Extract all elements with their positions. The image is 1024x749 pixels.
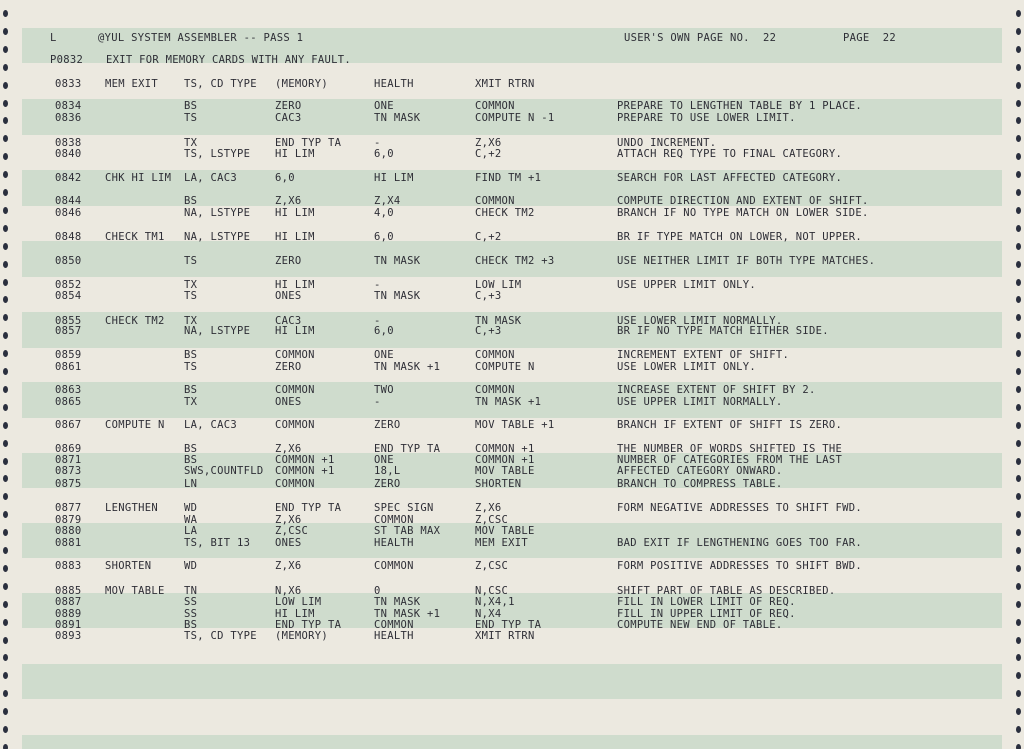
operand-1: ZERO: [275, 100, 302, 112]
comment-field: NUMBER OF CATEGORIES FROM THE LAST: [617, 454, 843, 466]
operand-2: 18,L: [374, 465, 401, 477]
operand-3: N,X4,1: [475, 596, 515, 608]
tractor-hole: [1016, 100, 1021, 107]
opcode-field: TS: [184, 290, 198, 302]
operand-2: TN MASK: [374, 255, 421, 267]
tractor-hole: [1016, 565, 1021, 572]
tractor-hole: [3, 225, 8, 232]
operand-3: CHECK TM2 +3: [475, 255, 555, 267]
operand-3: C,+2: [475, 231, 502, 243]
operand-3: COMMON: [475, 349, 515, 361]
line-number: 0881: [55, 537, 82, 549]
operand-1: (MEMORY): [275, 630, 328, 642]
line-number: 0859: [55, 349, 82, 361]
operand-2: 6,0: [374, 148, 394, 160]
tractor-hole: [3, 171, 8, 178]
label-field: LENGTHEN: [105, 502, 158, 514]
comment-field: USE LOWER LIMIT NORMALLY.: [617, 315, 783, 327]
tractor-hole: [3, 10, 8, 17]
operand-2: COMMON: [374, 514, 414, 526]
label-field: MOV TABLE: [105, 585, 165, 597]
tractor-hole: [3, 654, 8, 661]
operand-1: ZERO: [275, 255, 302, 267]
tractor-hole: [1016, 422, 1021, 429]
greenbar-band: [22, 735, 1002, 749]
opcode-field: BS: [184, 619, 198, 631]
comment-field: COMPUTE NEW END OF TABLE.: [617, 619, 783, 631]
comment-field: INCREMENT EXTENT OF SHIFT.: [617, 349, 790, 361]
comment-field: USE UPPER LIMIT ONLY.: [617, 279, 757, 291]
opcode-field: TX: [184, 137, 198, 149]
operand-1: END TYP TA: [275, 137, 342, 149]
tractor-hole: [3, 637, 8, 644]
comment-field: BR IF NO TYPE MATCH EITHER SIDE.: [617, 325, 829, 337]
line-number: 0834: [55, 100, 82, 112]
tractor-hole: [3, 547, 8, 554]
tractor-hole: [3, 189, 8, 196]
line-number: 0848: [55, 231, 82, 243]
tractor-hole: [3, 296, 8, 303]
comment-field: BR IF TYPE MATCH ON LOWER, NOT UPPER.: [617, 231, 862, 243]
line-number: 0857: [55, 325, 82, 337]
operand-1: CAC3: [275, 112, 302, 124]
tractor-hole: [3, 28, 8, 35]
opcode-field: TS: [184, 361, 198, 373]
tractor-hole: [3, 368, 8, 375]
opcode-field: BS: [184, 454, 198, 466]
tractor-hole: [3, 207, 8, 214]
opcode-field: TS, CD TYPE: [184, 630, 257, 642]
tractor-hole: [1016, 601, 1021, 608]
tractor-hole: [1016, 672, 1021, 679]
label-field: CHECK TM1: [105, 231, 165, 243]
operand-2: 6,0: [374, 231, 394, 243]
operand-1: HI LIM: [275, 325, 315, 337]
operand-3: C,+3: [475, 325, 502, 337]
tractor-hole: [3, 135, 8, 142]
operand-3: Z,X6: [475, 137, 502, 149]
tractor-hole: [1016, 314, 1021, 321]
tractor-hole: [1016, 279, 1021, 286]
left-tractor-holes: [0, 0, 14, 749]
operand-3: MOV TABLE: [475, 525, 535, 537]
tractor-hole: [3, 619, 8, 626]
opcode-field: TS, CD TYPE: [184, 78, 257, 90]
line-number: 0869: [55, 443, 82, 455]
operand-1: CAC3: [275, 315, 302, 327]
opcode-field: TX: [184, 279, 198, 291]
operand-1: COMMON +1: [275, 454, 335, 466]
tractor-hole: [1016, 296, 1021, 303]
operand-1: COMMON: [275, 349, 315, 361]
comment-field: USE LOWER LIMIT ONLY.: [617, 361, 757, 373]
operand-3: C,+2: [475, 148, 502, 160]
operand-3: COMMON: [475, 195, 515, 207]
line-number: 0891: [55, 619, 82, 631]
operand-3: XMIT RTRN: [475, 78, 535, 90]
comment-field: THE NUMBER OF WORDS SHIFTED IS THE: [617, 443, 843, 455]
opcode-field: WD: [184, 560, 198, 572]
operand-3: COMPUTE N: [475, 361, 535, 373]
opcode-field: NA, LSTYPE: [184, 207, 251, 219]
line-number: 0842: [55, 172, 82, 184]
operand-1: LOW LIM: [275, 596, 322, 608]
operand-1: ZERO: [275, 361, 302, 373]
comment-field: COMPUTE DIRECTION AND EXTENT OF SHIFT.: [617, 195, 869, 207]
operand-1: HI LIM: [275, 207, 315, 219]
opcode-field: TS: [184, 112, 198, 124]
tractor-hole: [1016, 619, 1021, 626]
line-number: 0877: [55, 502, 82, 514]
header-title: @YUL SYSTEM ASSEMBLER -- PASS 1: [98, 32, 304, 44]
operand-1: COMMON +1: [275, 465, 335, 477]
operand-1: Z,X6: [275, 195, 302, 207]
tractor-hole: [1016, 440, 1021, 447]
label-field: CHK HI LIM: [105, 172, 172, 184]
line-number: 0838: [55, 137, 82, 149]
tractor-hole: [1016, 744, 1021, 749]
operand-1: HI LIM: [275, 279, 315, 291]
comment-field: BRANCH TO COMPRESS TABLE.: [617, 478, 783, 490]
tractor-hole: [3, 690, 8, 697]
tractor-hole: [3, 422, 8, 429]
tractor-hole: [1016, 404, 1021, 411]
operand-2: TN MASK: [374, 596, 421, 608]
operand-2: ONE: [374, 100, 394, 112]
tractor-hole: [1016, 368, 1021, 375]
line-number: 0865: [55, 396, 82, 408]
header-marker: L: [50, 32, 57, 44]
comment-field: FORM POSITIVE ADDRESSES TO SHIFT BWD.: [617, 560, 862, 572]
opcode-field: SS: [184, 608, 198, 620]
note-id: P0832: [50, 54, 84, 66]
operand-2: TN MASK: [374, 290, 421, 302]
comment-field: USE NEITHER LIMIT IF BOTH TYPE MATCHES.: [617, 255, 876, 267]
tractor-hole: [1016, 637, 1021, 644]
tractor-hole: [1016, 511, 1021, 518]
label-field: COMPUTE N: [105, 419, 165, 431]
operand-2: -: [374, 315, 381, 327]
opcode-field: NA, LSTYPE: [184, 325, 251, 337]
comment-field: ATTACH REQ TYPE TO FINAL CATEGORY.: [617, 148, 843, 160]
greenbar-band: [22, 664, 1002, 699]
operand-3: MEM EXIT: [475, 537, 528, 549]
operand-2: HEALTH: [374, 537, 414, 549]
operand-2: 4,0: [374, 207, 394, 219]
tractor-hole: [3, 493, 8, 500]
line-number: 0854: [55, 290, 82, 302]
tractor-hole: [3, 475, 8, 482]
tractor-hole: [1016, 654, 1021, 661]
tractor-hole: [3, 601, 8, 608]
operand-2: ZERO: [374, 478, 401, 490]
operand-2: COMMON: [374, 619, 414, 631]
tractor-hole: [1016, 547, 1021, 554]
right-tractor-holes: [1010, 0, 1024, 749]
operand-3: MOV TABLE +1: [475, 419, 555, 431]
opcode-field: TS: [184, 255, 198, 267]
tractor-hole: [1016, 690, 1021, 697]
operand-2: HEALTH: [374, 630, 414, 642]
opcode-field: BS: [184, 195, 198, 207]
operand-3: TN MASK +1: [475, 396, 542, 408]
opcode-field: TX: [184, 396, 198, 408]
tractor-hole: [1016, 153, 1021, 160]
line-number: 0879: [55, 514, 82, 526]
tractor-hole: [1016, 708, 1021, 715]
tractor-hole: [1016, 10, 1021, 17]
tractor-hole: [3, 332, 8, 339]
tractor-hole: [1016, 261, 1021, 268]
operand-3: N,CSC: [475, 585, 509, 597]
comment-field: SEARCH FOR LAST AFFECTED CATEGORY.: [617, 172, 843, 184]
operand-1: COMMON: [275, 384, 315, 396]
operand-2: Z,X4: [374, 195, 401, 207]
header-page: PAGE 22: [843, 32, 896, 44]
tractor-hole: [3, 350, 8, 357]
line-number: 0871: [55, 454, 82, 466]
operand-2: -: [374, 279, 381, 291]
line-number: 0846: [55, 207, 82, 219]
tractor-hole: [1016, 458, 1021, 465]
operand-3: Z,X6: [475, 502, 502, 514]
line-number: 0880: [55, 525, 82, 537]
operand-3: C,+3: [475, 290, 502, 302]
line-number: 0852: [55, 279, 82, 291]
opcode-field: LA, CAC3: [184, 419, 237, 431]
operand-3: Z,CSC: [475, 560, 509, 572]
tractor-hole: [3, 243, 8, 250]
operand-3: CHECK TM2: [475, 207, 535, 219]
tractor-hole: [3, 82, 8, 89]
operand-1: ONES: [275, 396, 302, 408]
line-number: 0833: [55, 78, 82, 90]
operand-1: Z,X6: [275, 443, 302, 455]
tractor-hole: [3, 404, 8, 411]
tractor-hole: [1016, 243, 1021, 250]
operand-2: END TYP TA: [374, 443, 441, 455]
line-number: 0889: [55, 608, 82, 620]
operand-1: Z,X6: [275, 514, 302, 526]
operand-2: TN MASK +1: [374, 608, 441, 620]
opcode-field: TS, BIT 13: [184, 537, 251, 549]
opcode-field: LN: [184, 478, 198, 490]
tractor-hole: [1016, 135, 1021, 142]
tractor-hole: [3, 46, 8, 53]
operand-2: ONE: [374, 349, 394, 361]
label-field: MEM EXIT: [105, 78, 158, 90]
operand-1: HI LIM: [275, 231, 315, 243]
operand-2: -: [374, 137, 381, 149]
comment-field: AFFECTED CATEGORY ONWARD.: [617, 465, 783, 477]
opcode-field: TN: [184, 585, 198, 597]
operand-2: -: [374, 396, 381, 408]
operand-1: HI LIM: [275, 148, 315, 160]
tractor-hole: [1016, 189, 1021, 196]
tractor-hole: [3, 386, 8, 393]
comment-field: SHIFT PART OF TABLE AS DESCRIBED.: [617, 585, 836, 597]
comment-field: USE UPPER LIMIT NORMALLY.: [617, 396, 783, 408]
operand-1: (MEMORY): [275, 78, 328, 90]
operand-1: COMMON: [275, 419, 315, 431]
tractor-hole: [1016, 225, 1021, 232]
tractor-hole: [3, 314, 8, 321]
label-field: CHECK TM2: [105, 315, 165, 327]
tractor-hole: [3, 153, 8, 160]
tractor-hole: [1016, 117, 1021, 124]
comment-field: BRANCH IF NO TYPE MATCH ON LOWER SIDE.: [617, 207, 869, 219]
operand-2: 0: [374, 585, 381, 597]
operand-1: Z,CSC: [275, 525, 309, 537]
tractor-hole: [3, 117, 8, 124]
comment-field: FORM NEGATIVE ADDRESSES TO SHIFT FWD.: [617, 502, 862, 514]
comment-field: INCREASE EXTENT OF SHIFT BY 2.: [617, 384, 816, 396]
tractor-hole: [3, 583, 8, 590]
tractor-hole: [3, 565, 8, 572]
tractor-hole: [1016, 529, 1021, 536]
comment-field: UNDO INCREMENT.: [617, 137, 717, 149]
line-number: 0873: [55, 465, 82, 477]
operand-2: ST TAB MAX: [374, 525, 441, 537]
operand-3: SHORTEN: [475, 478, 522, 490]
operand-3: Z,CSC: [475, 514, 509, 526]
opcode-field: WD: [184, 502, 198, 514]
tractor-hole: [3, 672, 8, 679]
comment-field: PREPARE TO LENGTHEN TABLE BY 1 PLACE.: [617, 100, 862, 112]
operand-2: TN MASK: [374, 112, 421, 124]
operand-2: 6,0: [374, 325, 394, 337]
comment-field: BRANCH IF EXTENT OF SHIFT IS ZERO.: [617, 419, 843, 431]
tractor-hole: [1016, 64, 1021, 71]
tractor-hole: [3, 261, 8, 268]
opcode-field: NA, LSTYPE: [184, 231, 251, 243]
line-number: 0861: [55, 361, 82, 373]
tractor-hole: [1016, 82, 1021, 89]
line-number: 0836: [55, 112, 82, 124]
operand-1: END TYP TA: [275, 619, 342, 631]
opcode-field: SWS,COUNTFLD: [184, 465, 264, 477]
operand-3: TN MASK: [475, 315, 522, 327]
operand-1: ONES: [275, 290, 302, 302]
tractor-hole: [1016, 350, 1021, 357]
header-users-page: USER'S OWN PAGE NO. 22: [624, 32, 777, 44]
operand-3: LOW LIM: [475, 279, 522, 291]
tractor-hole: [3, 279, 8, 286]
opcode-field: BS: [184, 384, 198, 396]
tractor-hole: [1016, 28, 1021, 35]
line-number: 0840: [55, 148, 82, 160]
tractor-hole: [1016, 207, 1021, 214]
operand-2: HEALTH: [374, 78, 414, 90]
operand-2: HI LIM: [374, 172, 414, 184]
tractor-hole: [3, 744, 8, 749]
line-number: 0883: [55, 560, 82, 572]
operand-1: Z,X6: [275, 560, 302, 572]
note-text: EXIT FOR MEMORY CARDS WITH ANY FAULT.: [106, 54, 351, 66]
opcode-field: LA, CAC3: [184, 172, 237, 184]
operand-1: 6,0: [275, 172, 295, 184]
operand-3: COMPUTE N -1: [475, 112, 555, 124]
line-number: 0875: [55, 478, 82, 490]
tractor-hole: [3, 100, 8, 107]
tractor-hole: [3, 440, 8, 447]
operand-3: COMMON +1: [475, 443, 535, 455]
operand-3: FIND TM +1: [475, 172, 542, 184]
tractor-hole: [1016, 46, 1021, 53]
tractor-hole: [1016, 171, 1021, 178]
operand-3: MOV TABLE: [475, 465, 535, 477]
line-number: 0893: [55, 630, 82, 642]
operand-2: TWO: [374, 384, 394, 396]
line-number: 0844: [55, 195, 82, 207]
comment-field: FILL IN LOWER LIMIT OF REQ.: [617, 596, 796, 608]
tractor-hole: [1016, 493, 1021, 500]
line-number: 0850: [55, 255, 82, 267]
operand-1: END TYP TA: [275, 502, 342, 514]
opcode-field: WA: [184, 514, 198, 526]
operand-2: COMMON: [374, 560, 414, 572]
operand-3: COMMON: [475, 100, 515, 112]
operand-3: COMMON +1: [475, 454, 535, 466]
tractor-hole: [1016, 583, 1021, 590]
opcode-field: BS: [184, 443, 198, 455]
opcode-field: LA: [184, 525, 198, 537]
operand-2: ZERO: [374, 419, 401, 431]
line-number: 0887: [55, 596, 82, 608]
opcode-field: BS: [184, 349, 198, 361]
tractor-hole: [1016, 386, 1021, 393]
operand-3: END TYP TA: [475, 619, 542, 631]
tractor-hole: [3, 458, 8, 465]
operand-3: COMMON: [475, 384, 515, 396]
opcode-field: TS, LSTYPE: [184, 148, 251, 160]
tractor-hole: [3, 708, 8, 715]
line-number: 0867: [55, 419, 82, 431]
operand-2: ONE: [374, 454, 394, 466]
tractor-hole: [3, 64, 8, 71]
operand-1: HI LIM: [275, 608, 315, 620]
operand-1: ONES: [275, 537, 302, 549]
operand-3: XMIT RTRN: [475, 630, 535, 642]
line-number: 0885: [55, 585, 82, 597]
tractor-hole: [3, 726, 8, 733]
tractor-hole: [3, 529, 8, 536]
operand-1: COMMON: [275, 478, 315, 490]
opcode-field: BS: [184, 100, 198, 112]
operand-2: TN MASK +1: [374, 361, 441, 373]
comment-field: BAD EXIT IF LENGTHENING GOES TOO FAR.: [617, 537, 862, 549]
line-number: 0855: [55, 315, 82, 327]
opcode-field: SS: [184, 596, 198, 608]
operand-2: SPEC SIGN: [374, 502, 434, 514]
tractor-hole: [1016, 332, 1021, 339]
operand-1: N,X6: [275, 585, 302, 597]
operand-3: N,X4: [475, 608, 502, 620]
tractor-hole: [1016, 475, 1021, 482]
tractor-hole: [3, 511, 8, 518]
opcode-field: TX: [184, 315, 198, 327]
tractor-hole: [1016, 726, 1021, 733]
comment-field: PREPARE TO USE LOWER LIMIT.: [617, 112, 796, 124]
comment-field: FILL IN UPPER LIMIT OF REQ.: [617, 608, 796, 620]
line-number: 0863: [55, 384, 82, 396]
label-field: SHORTEN: [105, 560, 152, 572]
